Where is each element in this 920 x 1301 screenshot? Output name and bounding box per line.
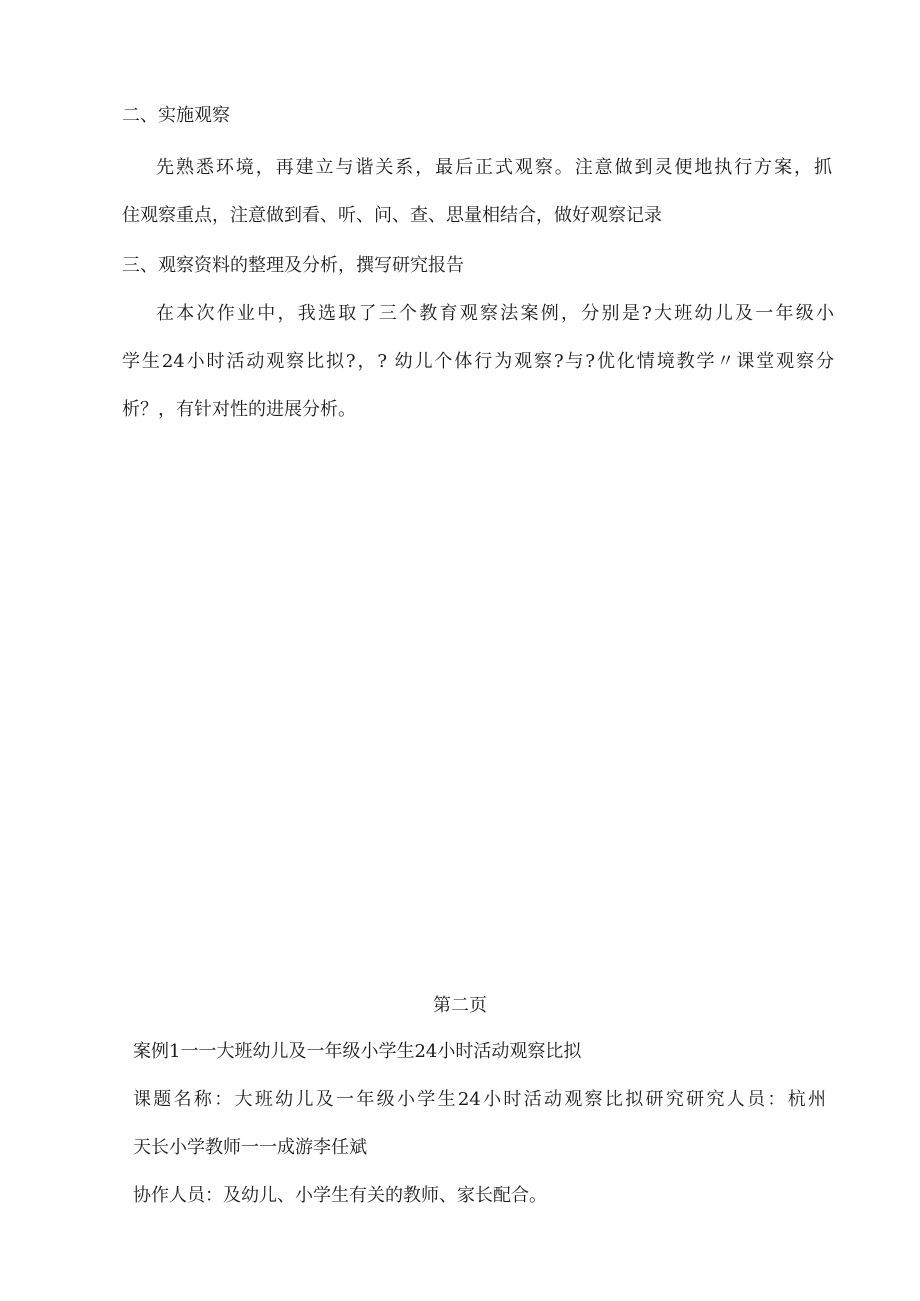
paragraph-2-line-3: 析？，有针对性的进展分析。 bbox=[122, 399, 356, 420]
topic-line-2: 天长小学教师一一成游李任斌 bbox=[133, 1137, 367, 1158]
paragraph-1-line-1: 先熟悉环境，再建立与谐关系，最后正式观察。注意做到灵便地执行方案，抓 bbox=[156, 157, 832, 178]
topic-line-1: 课题名称：大班幼儿及一年级小学生24小时活动观察比拟研究研究人员：杭州 bbox=[133, 1089, 826, 1110]
section-heading-3: 三、观察资料的整理及分析，撰写研究报告 bbox=[122, 255, 464, 276]
section-heading-2: 二、实施观察 bbox=[122, 105, 230, 126]
page-label: 第二页 bbox=[433, 995, 487, 1016]
paragraph-1-line-2: 住观察重点，注意做到看、听、问、查、思量相结合，做好观察记录 bbox=[122, 205, 662, 226]
collaborators-line: 协作人员：及幼儿、小学生有关的教师、家长配合。 bbox=[133, 1185, 547, 1206]
case-title: 案例1一一大班幼儿及一年级小学生24小时活动观察比拟 bbox=[133, 1041, 582, 1062]
paragraph-2-line-2: 学生24小时活动观察比拟?，? 幼儿个体行为观察?与?优化情境教学〃课堂观察分 bbox=[122, 351, 834, 372]
paragraph-2-line-1: 在本次作业中，我选取了三个教育观察法案例，分别是?大班幼儿及一年级小 bbox=[156, 303, 834, 324]
